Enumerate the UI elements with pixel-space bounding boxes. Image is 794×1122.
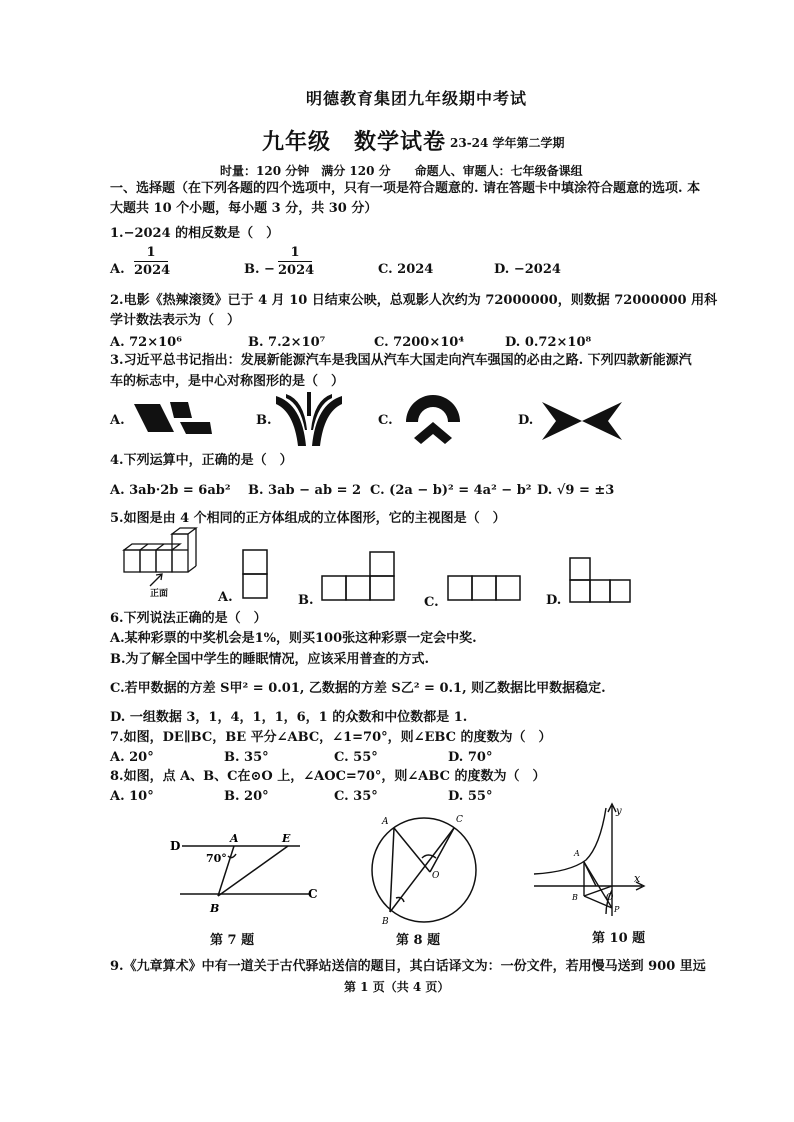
q1-option-a-label: A. <box>110 262 125 277</box>
q2-option-b: B. 7.2×10⁷ <box>248 335 326 350</box>
figure-7-caption: 第 7 题 <box>210 933 255 948</box>
q3-option-d-label: D. <box>518 413 534 428</box>
q7-option-d: D. 70° <box>448 750 493 765</box>
figure-7 <box>164 826 324 916</box>
q7-option-c: C. 55° <box>334 750 378 765</box>
logo-b-image <box>272 390 346 448</box>
fig10-label-y: y <box>616 806 622 817</box>
q3-option-a-label: A. <box>110 413 125 428</box>
fig8-label-b: B <box>382 917 389 927</box>
fig7-label-e: E <box>282 832 291 845</box>
q5-view-b <box>320 550 396 602</box>
fig7-label-a: A <box>230 832 239 845</box>
q1-b-denominator: 2024 <box>278 263 315 278</box>
school-title: 明德教育集团九年级期中考试 <box>306 89 528 108</box>
q8-stem: 8.如图，点 A、B、C在⊙O 上，∠AOC=70°，则∠ABC 的度数为（ ） <box>110 769 546 784</box>
q4-option-a: A. 3ab·2b = 6ab² <box>110 483 231 498</box>
q8-option-a: A. 10° <box>110 789 154 804</box>
q8-option-b: B. 20° <box>224 789 269 804</box>
q1-option-d: D. −2024 <box>494 262 561 277</box>
q1-option-b-label: B. − <box>244 262 275 277</box>
figure-10-caption: 第 10 题 <box>592 931 646 946</box>
figure-8-caption: 第 8 题 <box>396 933 441 948</box>
fig8-label-c: C <box>456 815 463 825</box>
fig10-label-a: A <box>574 849 580 858</box>
fig10-label-p: P <box>614 905 620 914</box>
q4-option-b: B. 3ab − ab = 2 <box>248 483 362 498</box>
q5-option-a-label: A. <box>218 590 233 605</box>
q7-option-b: B. 35° <box>224 750 269 765</box>
q5-option-d-label: D. <box>546 593 562 608</box>
fig8-label-o: O <box>432 871 440 881</box>
q5-view-d <box>568 556 634 604</box>
q8-option-d: D. 55° <box>448 789 493 804</box>
q5-option-b-label: B. <box>298 593 314 608</box>
q6-option-b: B.为了解全国中学生的睡眠情况，应该采用普查的方式. <box>110 652 430 667</box>
q1-option-b-fraction <box>278 245 315 279</box>
section-heading-line1: 一、选择题（在下列各题的四个选项中，只有一项是符合题意的. 请在答题卡中填涂符合题意的选项. 本 <box>110 181 701 196</box>
exam-meta: 时量：120 分钟 满分 120 分 命题人、审题人：七年级备课组 <box>220 164 583 178</box>
q1-b-numerator: 1 <box>278 245 312 262</box>
q3-line1: 3.习近平总书记指出：发展新能源汽车是我国从汽车大国走向汽车强国的必由之路. 下列四款新能源汽 <box>110 353 692 368</box>
q6-option-d: D. 一组数据 3，1，4，1，1，6，1 的众数和中位数都是 1. <box>110 710 468 725</box>
figure-10 <box>526 800 650 922</box>
q1-a-denominator: 2024 <box>134 263 171 278</box>
fig7-angle-label: 70° <box>206 852 227 865</box>
q2-line2: 学计数法表示为（ ） <box>110 313 241 328</box>
q1-option-a-fraction <box>134 245 171 279</box>
q7-option-a: A. 20° <box>110 750 154 765</box>
q3-option-b-label: B. <box>256 413 272 428</box>
q6-stem: 6.下列说法正确的是（ ） <box>110 611 267 626</box>
q1-stem: 1.−2024 的相反数是（ ） <box>110 226 280 241</box>
q4-option-c: C. (2a − b)² = 4a² − b² <box>370 483 532 498</box>
q1-a-numerator: 1 <box>134 245 168 262</box>
q4-stem: 4.下列运算中，正确的是（ ） <box>110 453 293 468</box>
q8-option-c: C. 35° <box>334 789 378 804</box>
q2-option-a: A. 72×10⁶ <box>110 335 182 350</box>
fig7-label-b: B <box>210 902 220 915</box>
figure-8 <box>366 806 486 930</box>
q1-option-c: C. 2024 <box>378 262 434 277</box>
exam-term: 23-24 学年第二学期 <box>450 136 565 150</box>
exam-title: 九年级 数学试卷 <box>262 129 447 155</box>
logo-d-image <box>540 398 624 444</box>
fig10-label-b: B <box>572 893 578 902</box>
front-view-label: 正面 <box>150 589 169 599</box>
logo-a-image <box>130 398 214 442</box>
q2-option-c: C. 7200×10⁴ <box>374 335 465 350</box>
q3-option-c-label: C. <box>378 413 393 428</box>
fig7-label-d: D <box>170 839 181 853</box>
page-number: 第 1 页（共 4 页） <box>344 980 450 994</box>
fig10-label-x: x <box>634 872 641 885</box>
fig10-label-o: O <box>606 893 614 903</box>
q4-option-d: D. √9 = ±3 <box>537 483 615 498</box>
q5-view-a <box>241 548 269 604</box>
q7-stem: 7.如图，DE∥BC，BE 平分∠ABC，∠1=70°，则∠EBC 的度数为（ ） <box>110 730 552 745</box>
q9-line1: 9.《九章算术》中有一道关于古代驿站送信的题目，其白话译文为：一份文件，若用慢马送到 900 里远 <box>110 959 706 974</box>
q3-line2: 车的标志中，是中心对称图形的是（ ） <box>110 374 345 389</box>
q2-option-d: D. 0.72×10⁸ <box>505 335 592 350</box>
q5-stem: 5.如图是由 4 个相同的正方体组成的立体图形，它的主视图是（ ） <box>110 511 506 526</box>
logo-c-image <box>402 392 464 450</box>
q5-option-c-label: C. <box>424 595 439 610</box>
fig8-label-a: A <box>382 817 389 827</box>
section-heading-line2: 大题共 10 个小题，每小题 3 分，共 30 分） <box>110 201 378 216</box>
fig7-label-c: C <box>308 887 318 901</box>
q6-option-a: A.某种彩票的中奖机会是1%，则买100张这种彩票一定会中奖. <box>110 631 477 646</box>
q2-line1: 2.电影《热辣滚烫》已于 4 月 10 日结束公映，总观影人次约为 72000000，则数据 72000000 用科 <box>110 293 718 308</box>
q5-view-c <box>446 574 522 602</box>
q6-option-c: C.若甲数据的方差 S甲² = 0.01, 乙数据的方差 S乙² = 0.1, 则乙数据比甲数据稳定. <box>110 681 606 696</box>
